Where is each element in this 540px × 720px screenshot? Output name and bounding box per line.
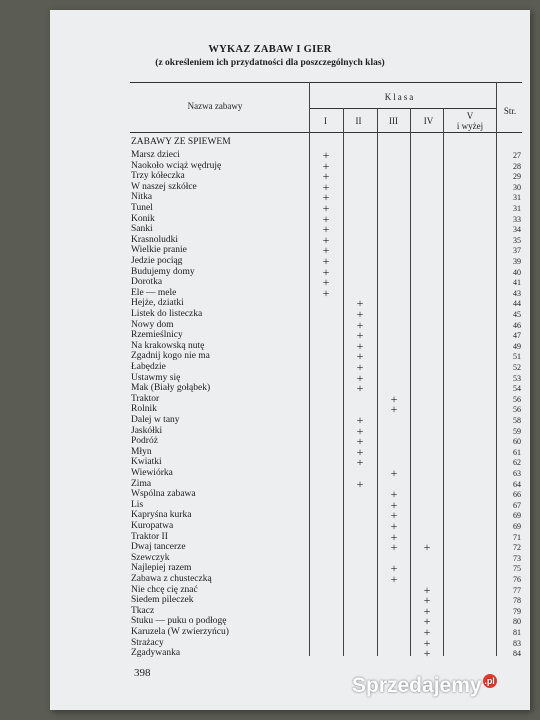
page-ref: 29 xyxy=(513,172,521,182)
game-name: Wspólna zabawa xyxy=(131,489,196,500)
game-name: Kuropatwa xyxy=(131,521,174,531)
class-mark-3: + xyxy=(390,572,398,586)
game-name: Kapryśna kurka xyxy=(131,510,192,521)
class-mark-1: + xyxy=(322,222,330,237)
table-row xyxy=(0,457,540,468)
table-row xyxy=(0,423,540,438)
game-name: Ustawmy się xyxy=(131,372,181,383)
class-mark-2: + xyxy=(356,434,364,449)
page-ref: 77 xyxy=(513,585,521,595)
table-row xyxy=(0,264,540,279)
game-name: Ele — mele xyxy=(131,287,177,298)
table-row xyxy=(0,158,540,173)
class-mark-3: + xyxy=(390,466,398,480)
class-mark-4: + xyxy=(423,540,431,555)
page-ref: 80 xyxy=(513,617,521,627)
page-ref: 52 xyxy=(513,363,521,372)
page-ref: 81 xyxy=(513,628,521,637)
page-ref: 62 xyxy=(513,458,521,468)
class-mark-3: + xyxy=(390,487,398,502)
page-ref: 59 xyxy=(513,426,521,436)
table-row xyxy=(0,370,540,385)
game-name: Traktor II xyxy=(131,531,168,542)
game-name: Zgadnij kogo nie ma xyxy=(131,351,210,362)
game-name: Lis xyxy=(131,499,144,510)
game-name: Dorotka xyxy=(131,277,163,288)
class-mark-4: + xyxy=(423,593,431,608)
header-page: Str. xyxy=(503,106,517,116)
page-ref: 27 xyxy=(513,151,521,160)
table-row xyxy=(0,436,540,447)
class-mark-4: + xyxy=(423,635,431,650)
header-col-5-line2: i wyżej xyxy=(456,121,484,131)
game-name: Zgadywanka xyxy=(131,648,181,659)
table-row xyxy=(0,362,540,373)
table-row xyxy=(0,635,540,650)
class-mark-4: + xyxy=(423,582,431,597)
game-name: Karuzela (W zwierzyńcu) xyxy=(131,627,229,637)
page-ref: 45 xyxy=(513,310,521,319)
page-ref: 58 xyxy=(513,416,521,425)
game-name: Dwaj tancerze xyxy=(131,542,186,553)
logo-suffix: .pl xyxy=(484,676,495,686)
page-ref: 40 xyxy=(513,267,521,277)
header-col-1: I xyxy=(324,116,327,126)
class-mark-2: + xyxy=(356,370,364,385)
page-ref: 61 xyxy=(513,447,521,457)
page-ref: 44 xyxy=(513,299,521,309)
game-name: Zima xyxy=(131,478,152,489)
page-ref: 35 xyxy=(513,235,521,245)
game-name: Tunel xyxy=(131,203,153,213)
page-number: 398 xyxy=(134,667,151,679)
game-name: Budujemy domy xyxy=(131,266,195,277)
game-name: Dalej w tany xyxy=(131,415,180,425)
table-row xyxy=(0,529,540,544)
page-ref: 31 xyxy=(513,193,521,203)
game-name: Wiewiórka xyxy=(131,468,173,478)
game-name: Naokoło wciąż wędruję xyxy=(131,160,222,171)
game-name: Podróż xyxy=(131,436,158,447)
page-ref: 69 xyxy=(513,511,521,521)
header-klasa: Klasa xyxy=(384,92,416,102)
table-row xyxy=(0,171,540,182)
table-row xyxy=(0,542,540,553)
header-bottom-rule xyxy=(130,132,522,133)
page-ref: 39 xyxy=(513,257,521,266)
page-ref: 31 xyxy=(513,204,521,213)
page-ref: 43 xyxy=(513,288,521,298)
page-ref: 28 xyxy=(513,161,521,171)
class-mark-1: + xyxy=(322,190,330,205)
page-ref: 76 xyxy=(513,575,521,584)
page-ref: 60 xyxy=(513,437,521,447)
class-mark-1: + xyxy=(322,169,330,184)
class-mark-3: + xyxy=(390,497,398,512)
watermark-logo xyxy=(352,674,497,698)
page-ref: 72 xyxy=(513,543,521,553)
page-ref: 37 xyxy=(513,246,521,256)
page-ref: 67 xyxy=(513,500,521,510)
game-name: Marsz dzieci xyxy=(131,150,180,160)
table-subtitle: (z określeniem ich przydatności dla poszczególnych klas) xyxy=(155,58,385,68)
table-row xyxy=(0,563,540,574)
table-row xyxy=(0,298,540,309)
class-mark-3: + xyxy=(390,508,398,523)
table-row xyxy=(0,256,540,267)
table-row xyxy=(0,338,540,353)
table-row xyxy=(0,595,540,606)
table-row xyxy=(0,603,540,618)
page-ref: 34 xyxy=(513,225,521,235)
game-name: Łabędzie xyxy=(131,362,166,372)
class-mark-3: + xyxy=(390,402,398,417)
game-name: Listek do listeczka xyxy=(131,309,203,319)
logo-text: Sprzedajemy xyxy=(352,674,482,697)
table-row xyxy=(0,211,540,226)
table-row xyxy=(0,317,540,332)
class-mark-3: + xyxy=(390,519,398,533)
game-name: Siedem pileczek xyxy=(131,595,194,606)
table-row xyxy=(0,245,540,256)
page-ref: 56 xyxy=(513,394,521,404)
page-ref: 66 xyxy=(513,490,521,500)
class-mark-2: + xyxy=(356,317,364,332)
game-name: Trzy kółeczka xyxy=(131,171,185,182)
header-col-2: II xyxy=(355,116,362,126)
table-row xyxy=(0,616,540,627)
page-ref: 49 xyxy=(513,341,521,351)
page-ref: 79 xyxy=(513,606,521,616)
table-row xyxy=(0,309,540,320)
table-row xyxy=(0,510,540,521)
page-ref: 75 xyxy=(513,564,521,574)
table-row xyxy=(0,648,540,659)
game-name: Konik xyxy=(131,213,155,224)
page-ref: 33 xyxy=(513,214,521,224)
game-name: Nowy dom xyxy=(131,319,174,330)
class-mark-1: + xyxy=(322,285,330,300)
table-row xyxy=(0,574,540,585)
header-name: Nazwa zabawy xyxy=(187,101,243,111)
game-name: Wielkie pranie xyxy=(131,245,187,256)
section-heading: ZABAWY ZE SPIEWEM xyxy=(131,137,231,147)
table-row xyxy=(0,489,540,500)
game-name: Jedzie pociąg xyxy=(131,256,183,266)
game-name: Nitka xyxy=(131,192,153,203)
class-mark-2: + xyxy=(356,338,364,353)
table-row xyxy=(0,203,540,214)
class-mark-3: + xyxy=(390,540,398,555)
game-name: Traktor xyxy=(131,393,160,404)
header-col-5-line1: V xyxy=(466,111,474,121)
class-mark-1: + xyxy=(322,243,330,258)
table-row xyxy=(0,444,540,459)
class-mark-4: + xyxy=(423,625,431,639)
game-name: Zabawa z chusteczką xyxy=(131,574,212,584)
table-row xyxy=(0,192,540,203)
game-name: W naszej szkółce xyxy=(131,181,197,192)
page-ref: 64 xyxy=(513,479,521,489)
table-row xyxy=(0,582,540,597)
game-name: Najlepiej razem xyxy=(131,563,192,574)
class-mark-2: + xyxy=(356,444,364,459)
game-name: Strażacy xyxy=(131,637,164,648)
class-mark-4: + xyxy=(423,614,431,629)
class-mark-2: + xyxy=(356,307,364,321)
class-mark-2: + xyxy=(356,381,364,396)
game-name: Mak (Biały gołąbek) xyxy=(131,383,211,394)
game-name: Hejże, dziatki xyxy=(131,298,184,309)
class-mark-2: + xyxy=(356,476,364,491)
page-ref: 51 xyxy=(513,352,521,362)
class-mark-2: + xyxy=(356,413,364,427)
class-mark-2: + xyxy=(356,455,364,470)
page-ref: 53 xyxy=(513,373,521,383)
header-col-4: IV xyxy=(423,116,434,126)
game-name: Stuku — puku o podłogę xyxy=(131,616,227,627)
game-name: Kwiatki xyxy=(131,457,162,468)
page-ref: 63 xyxy=(513,469,521,478)
table-row xyxy=(0,404,540,415)
page-ref: 84 xyxy=(513,649,521,659)
class-mark-2: + xyxy=(356,360,364,374)
game-name: Tkacz xyxy=(131,605,155,616)
table-row xyxy=(0,553,540,564)
page-ref: 69 xyxy=(513,522,521,531)
class-mark-1: + xyxy=(322,179,330,194)
class-mark-1: + xyxy=(322,148,330,162)
klasa-rule xyxy=(310,108,496,109)
page-ref: 41 xyxy=(513,278,521,288)
page-ref: 73 xyxy=(513,553,521,563)
game-name: Jaskółki xyxy=(131,425,163,436)
game-name: Krasnoludki xyxy=(131,234,178,245)
table-row xyxy=(0,232,540,247)
class-mark-1: + xyxy=(322,211,330,226)
class-mark-2: + xyxy=(356,328,364,343)
class-mark-1: + xyxy=(322,158,330,173)
table-row xyxy=(0,277,540,288)
class-mark-2: + xyxy=(356,349,364,364)
table-row xyxy=(0,285,540,300)
table-row xyxy=(0,468,540,479)
class-mark-2: + xyxy=(356,296,364,311)
class-mark-3: + xyxy=(390,561,398,576)
table-row xyxy=(0,391,540,406)
table-row xyxy=(0,415,540,426)
class-mark-1: + xyxy=(322,275,330,290)
table-row xyxy=(0,627,540,638)
class-mark-4: + xyxy=(423,603,431,618)
table-row xyxy=(0,351,540,362)
table-row xyxy=(0,383,540,394)
page-ref: 46 xyxy=(513,320,521,330)
page-ref: 83 xyxy=(513,638,521,648)
class-mark-2: + xyxy=(356,423,364,438)
table-row xyxy=(0,497,540,512)
game-name: Na krakowską nutę xyxy=(131,340,205,351)
class-mark-1: + xyxy=(322,264,330,279)
table-row xyxy=(0,179,540,194)
game-name: Młyn xyxy=(131,446,152,457)
header-col-3: III xyxy=(389,116,398,126)
page-ref: 54 xyxy=(513,384,521,394)
table-title: WYKAZ ZABAW I GIER xyxy=(208,44,332,55)
page-ref: 56 xyxy=(513,405,521,415)
table-row xyxy=(0,150,540,161)
class-mark-3: + xyxy=(390,391,398,406)
page-ref: 30 xyxy=(513,182,521,192)
class-mark-1: + xyxy=(322,254,330,268)
game-name: Szewczyk xyxy=(131,552,170,563)
class-mark-3: + xyxy=(390,529,398,544)
page-ref: 71 xyxy=(513,532,521,542)
game-name: Rzemieślnicy xyxy=(131,330,183,341)
page-ref: 47 xyxy=(513,331,521,341)
class-mark-1: + xyxy=(322,201,330,215)
page-ref: 78 xyxy=(513,596,521,606)
game-name: Sanki xyxy=(131,224,153,235)
class-mark-1: + xyxy=(322,232,330,247)
table-row xyxy=(0,521,540,532)
table-row xyxy=(0,224,540,235)
class-mark-4: + xyxy=(423,646,431,661)
table-row xyxy=(0,476,540,491)
game-name: Nie chcę cię znać xyxy=(131,584,198,595)
table-row xyxy=(0,330,540,341)
header-top-rule xyxy=(130,82,522,83)
game-name: Rolnik xyxy=(131,404,157,415)
